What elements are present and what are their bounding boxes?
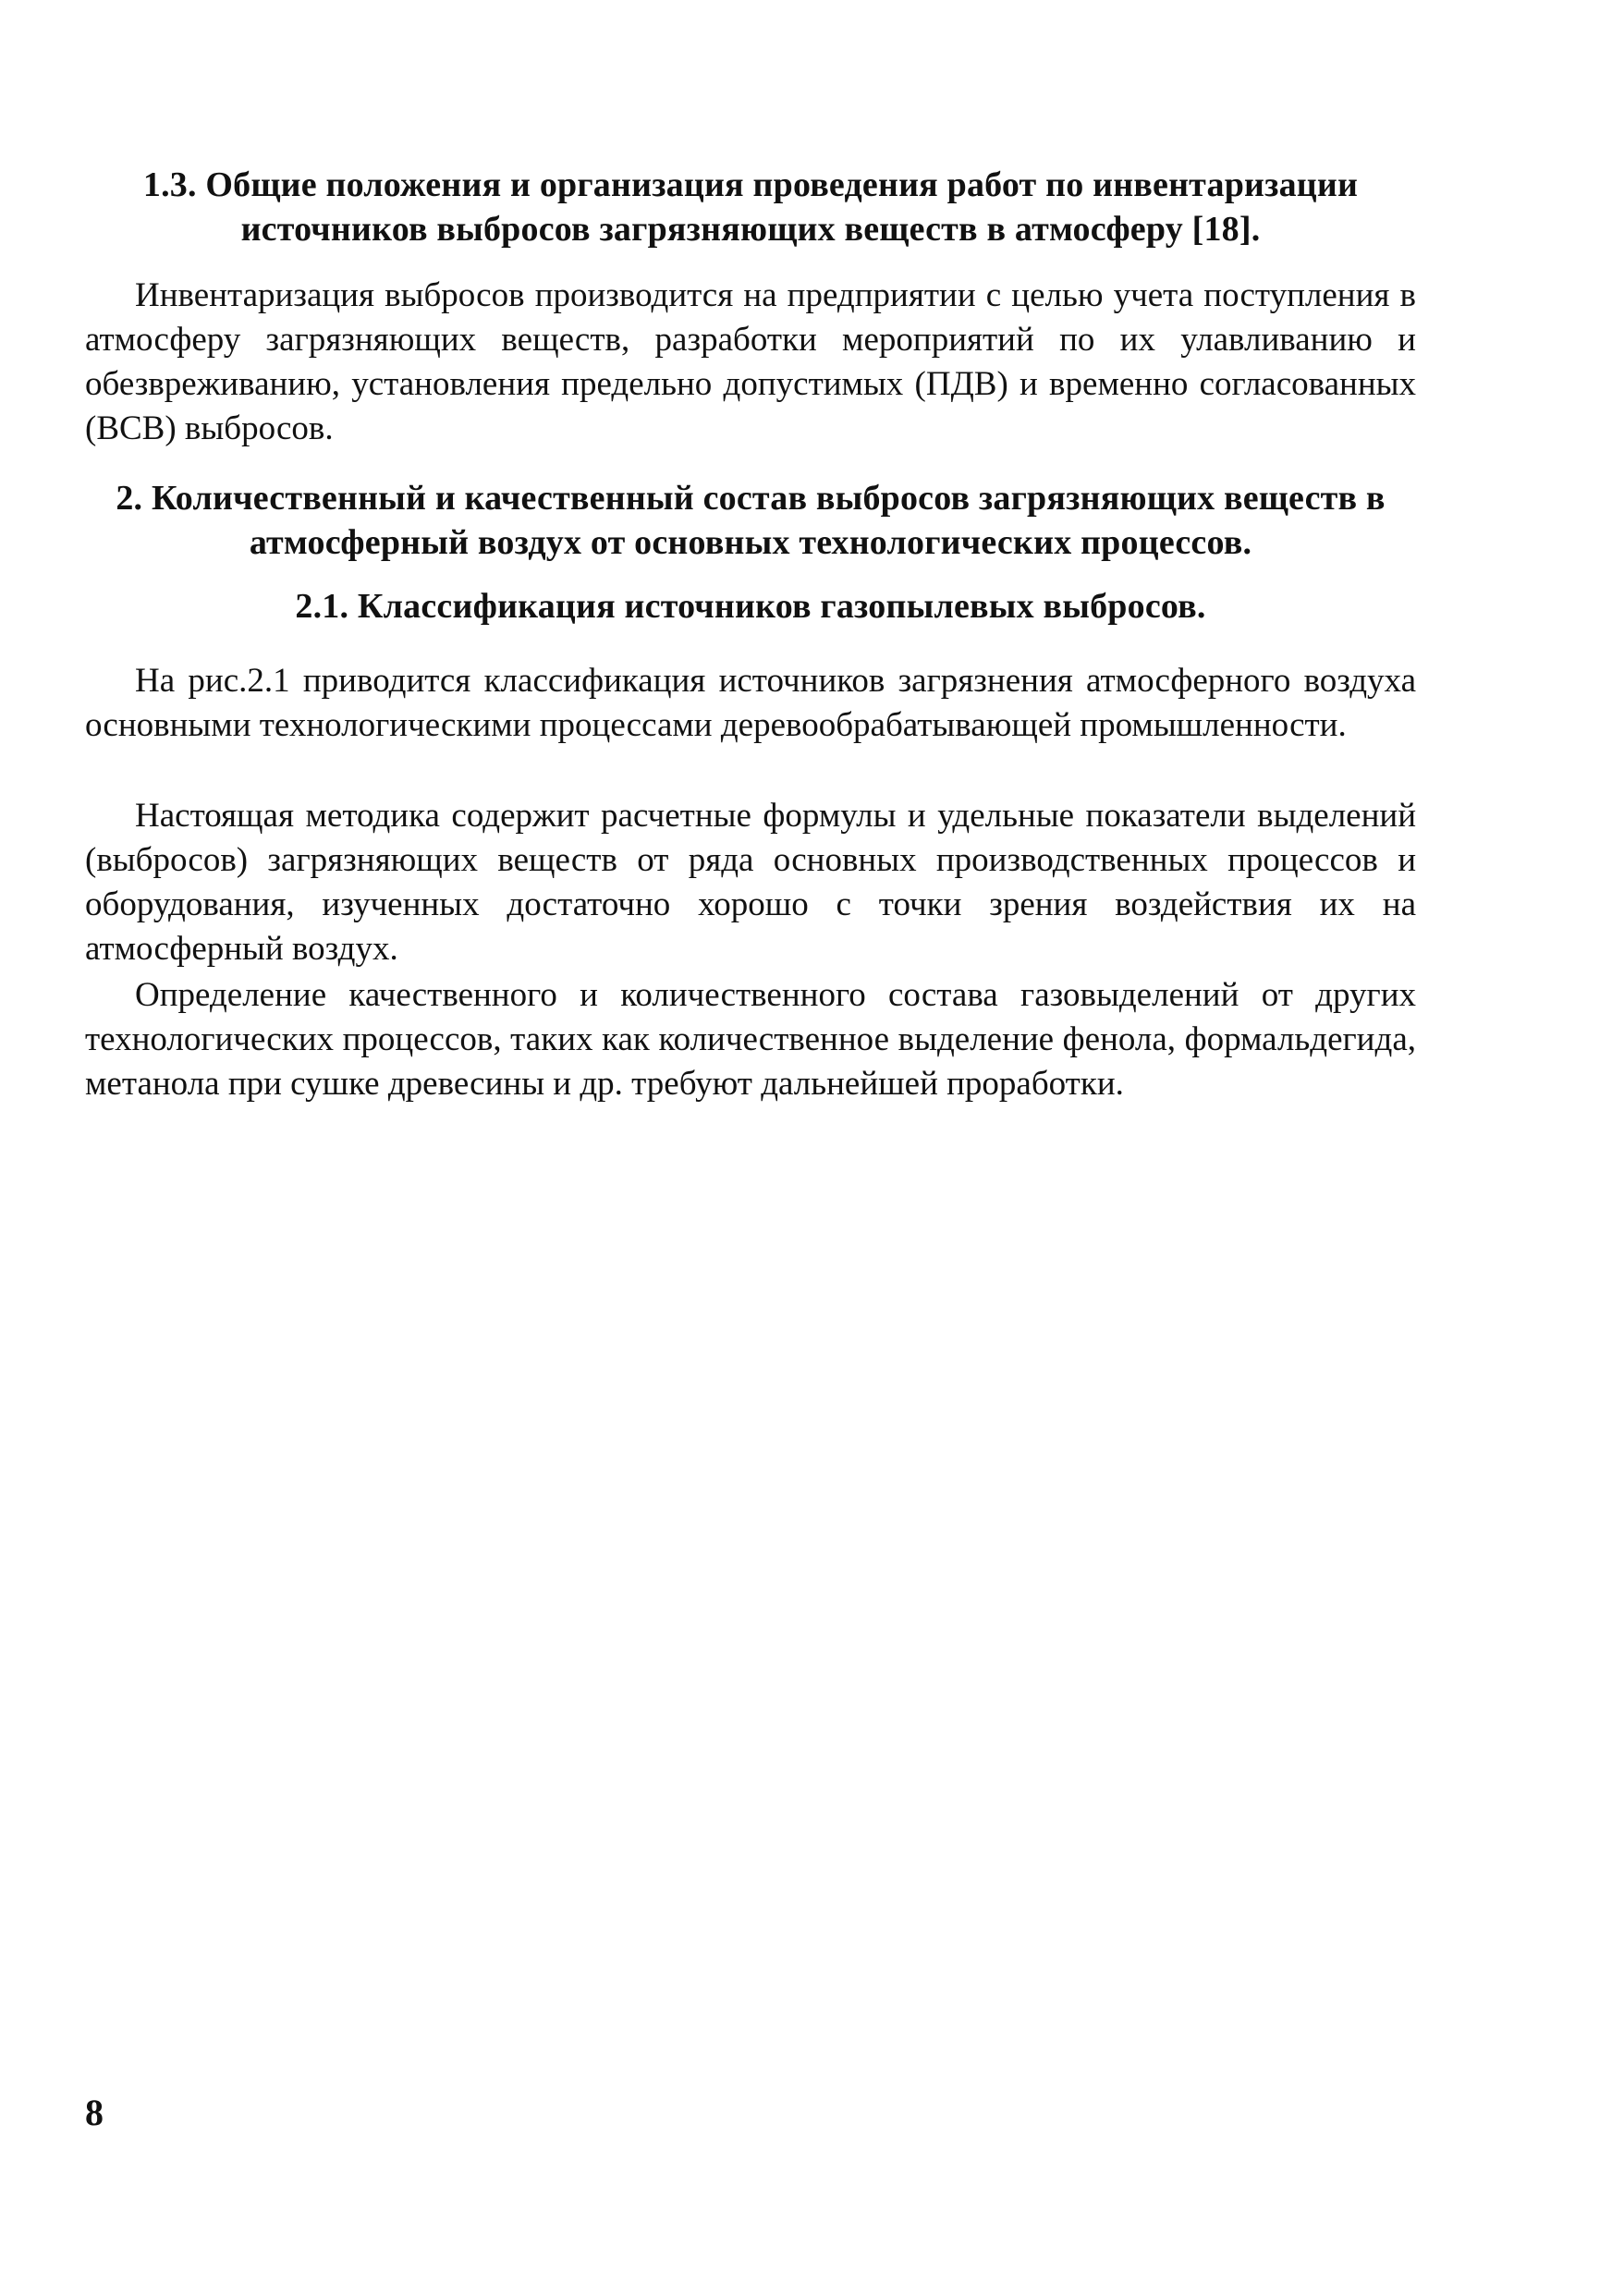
page-number: 8 [85,2092,104,2133]
section-2-heading: 2. Количественный и качественный состав выбросов загрязняющих веществ в атмосферный воздух от основных технологических процессов. [116,479,1386,562]
section-2-1-paragraph-3: Определение качественного и количественного состава газовыделений от других технологических процессов, таких как количественное выделение фенола, формальдегида, метанола при сушке древесины и др. требуют дальнейшей проработки. [85,976,1416,1103]
section-2-1-paragraph-2: Настоящая методика содержит расчетные формулы и удельные показатели выделений (выбросов) загрязняющих веществ от ряда основных производственных процессов и оборудования, изученных достаточно хорошо с точки зрения воздействия их на атмосферный воздух. [85,797,1416,968]
section-2-1-heading: 2.1. Классификация источников газопылевых выбросов. [295,587,1206,626]
section-2-1-paragraph-1: На рис.2.1 приводится классификация источников загрязнения атмосферного воздуха основными технологическими процессами деревообрабатывающей промышленности. [85,662,1416,744]
section-1-3-paragraph: Инвентаризация выбросов производится на предприятии с целью учета поступления в атмосферу загрязняющих веществ, разработки мероприятий по их улавливанию и обезвреживанию, установления предельно допустимых (ПДВ) и временно согласованных (ВСВ) выбросов. [85,276,1416,447]
section-1-3-heading: 1.3. Общие положения и организация проведения работ по инвентаризации источников выбросов загрязняющих веществ в атмосферу [18]. [142,165,1359,249]
